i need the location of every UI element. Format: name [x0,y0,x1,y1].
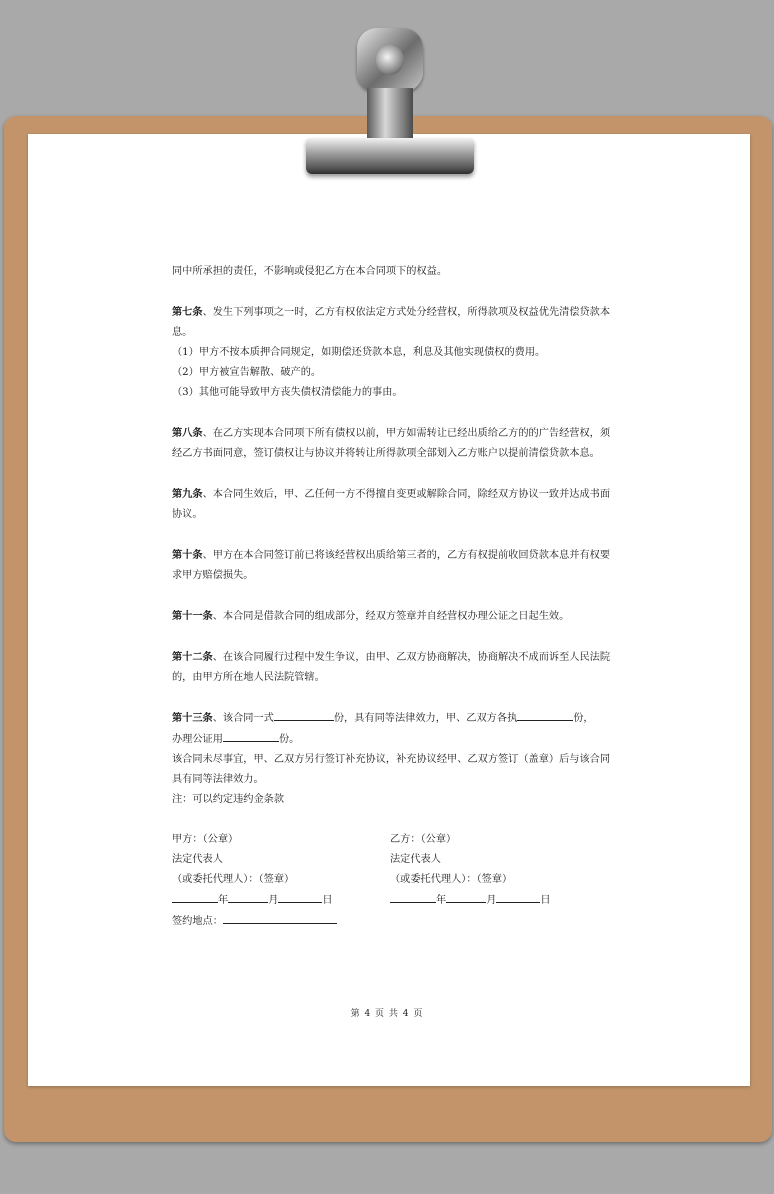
party-a-day-blank [278,890,322,903]
signing-place [172,911,337,932]
article-13 [172,708,612,729]
article-11 [172,606,612,627]
article-10 [172,545,612,586]
party-a-year-label: 年 [218,895,229,906]
party-b-day-label: 日 [540,895,551,906]
binder-clip-neck [367,88,413,142]
party-b-legal-rep: 法定代表人 [390,854,441,865]
article-8-title: 第八条 [172,427,203,439]
party-b-signature [390,830,551,911]
party-b-day-blank [496,890,540,903]
party-a-agent: （或委托代理人）：（签章） [172,874,295,885]
article-10-title: 第十条 [172,549,203,561]
party-b-date [390,890,551,911]
signature-block [172,830,612,930]
copies-total-blank [274,708,334,721]
article-7-item-2: （2）甲方被宣告解散、破产的。 [172,367,322,378]
copies-notary-blank [223,729,279,742]
party-b-year-blank [390,890,436,903]
article-9-text: 、本合同生效后，甲、乙任何一方不得擅自变更或解除合同，除经双方协议一致并达成书面协议。 [172,489,611,520]
closing-paragraph: 该合同未尽事宜，甲、乙双方另行签订补充协议，补充协议经甲、乙双方签订（盖章）后与该合同具有同等法律效力。 [172,754,611,785]
article-7-text: 、发生下列事项之一时，乙方有权依法定方式处分经营权，所得款项及权益优先清偿贷款本息。 [172,307,611,338]
note-line: 注：可以约定违约金条款 [172,794,285,805]
article-12-text: 、在该合同履行过程中发生争议，由甲、乙双方协商解决，协商解决不成而诉至人民法院的，由甲方所在地人民法院管辖。 [172,652,611,683]
party-b-agent: （或委托代理人）：（签章） [390,874,513,885]
party-a-legal-rep: 法定代表人 [172,854,223,865]
article-10-text: 、甲方在本合同签订前已将该经营权出质给第三者的，乙方有权提前收回贷款本息并有权要求甲方赔偿损失。 [172,550,611,581]
article-9 [172,484,612,525]
party-a-day-label: 日 [322,895,333,906]
article-11-title: 第十一条 [172,610,213,622]
article-13-text-2: 份，具有同等法律效力，甲、乙双方各执 [333,713,518,724]
article-9-title: 第九条 [172,488,203,500]
binder-clip-ring-icon [357,28,423,92]
party-a-label: 甲方：（公章） [172,834,239,845]
party-b-month-label: 月 [486,895,497,906]
contract-text [172,262,612,930]
party-b-label: 乙方：（公章） [390,834,457,845]
article-13-text-5: 份。 [278,734,300,745]
party-a-signature [172,830,337,932]
intro-paragraph: 同中所承担的责任，不影响或侵犯乙方在本合同项下的权益。 [172,266,448,277]
article-7-title: 第七条 [172,306,203,318]
party-a-year-blank [172,890,218,903]
party-a-date [172,890,337,911]
article-7-item-1: （1）甲方不按本质押合同规定，如期偿还贷款本息，利息及其他实现债权的费用。 [172,347,546,358]
copies-each-blank [517,708,573,721]
article-11-text: 、本合同是借款合同的组成部分，经双方签章并自经营权办理公证之日起生效。 [212,611,570,622]
article-13-text-1: 、该合同一式 [212,713,274,724]
article-7 [172,302,612,343]
article-7-item-3: （3）其他可能导致甲方丧失债权清偿能力的事由。 [172,387,403,398]
article-12-title: 第十二条 [172,651,213,663]
party-b-year-label: 年 [436,895,447,906]
article-8-text: 、在乙方实现本合同项下所有债权以前，甲方如需转让已经出质给乙方的的广告经营权，须经乙方书面同意，签订债权让与协议并将转让所得款项全部划入乙方账户以提前清偿贷款本息。 [172,428,611,459]
party-a-month-label: 月 [268,895,279,906]
article-13-line-2 [172,729,612,750]
article-13-text-4: 办理公证用 [172,734,223,745]
binder-clip-plate [306,138,474,174]
page-number: 第 4 页 共 4 页 [350,1009,424,1019]
party-a-month-blank [228,890,268,903]
article-12 [172,647,612,688]
article-8 [172,423,612,464]
party-b-month-blank [446,890,486,903]
signing-place-label: 签约地点： [172,916,223,927]
article-13-title: 第十三条 [172,712,213,724]
article-13-text-3: 份， [573,713,594,724]
signing-place-blank [223,911,337,924]
